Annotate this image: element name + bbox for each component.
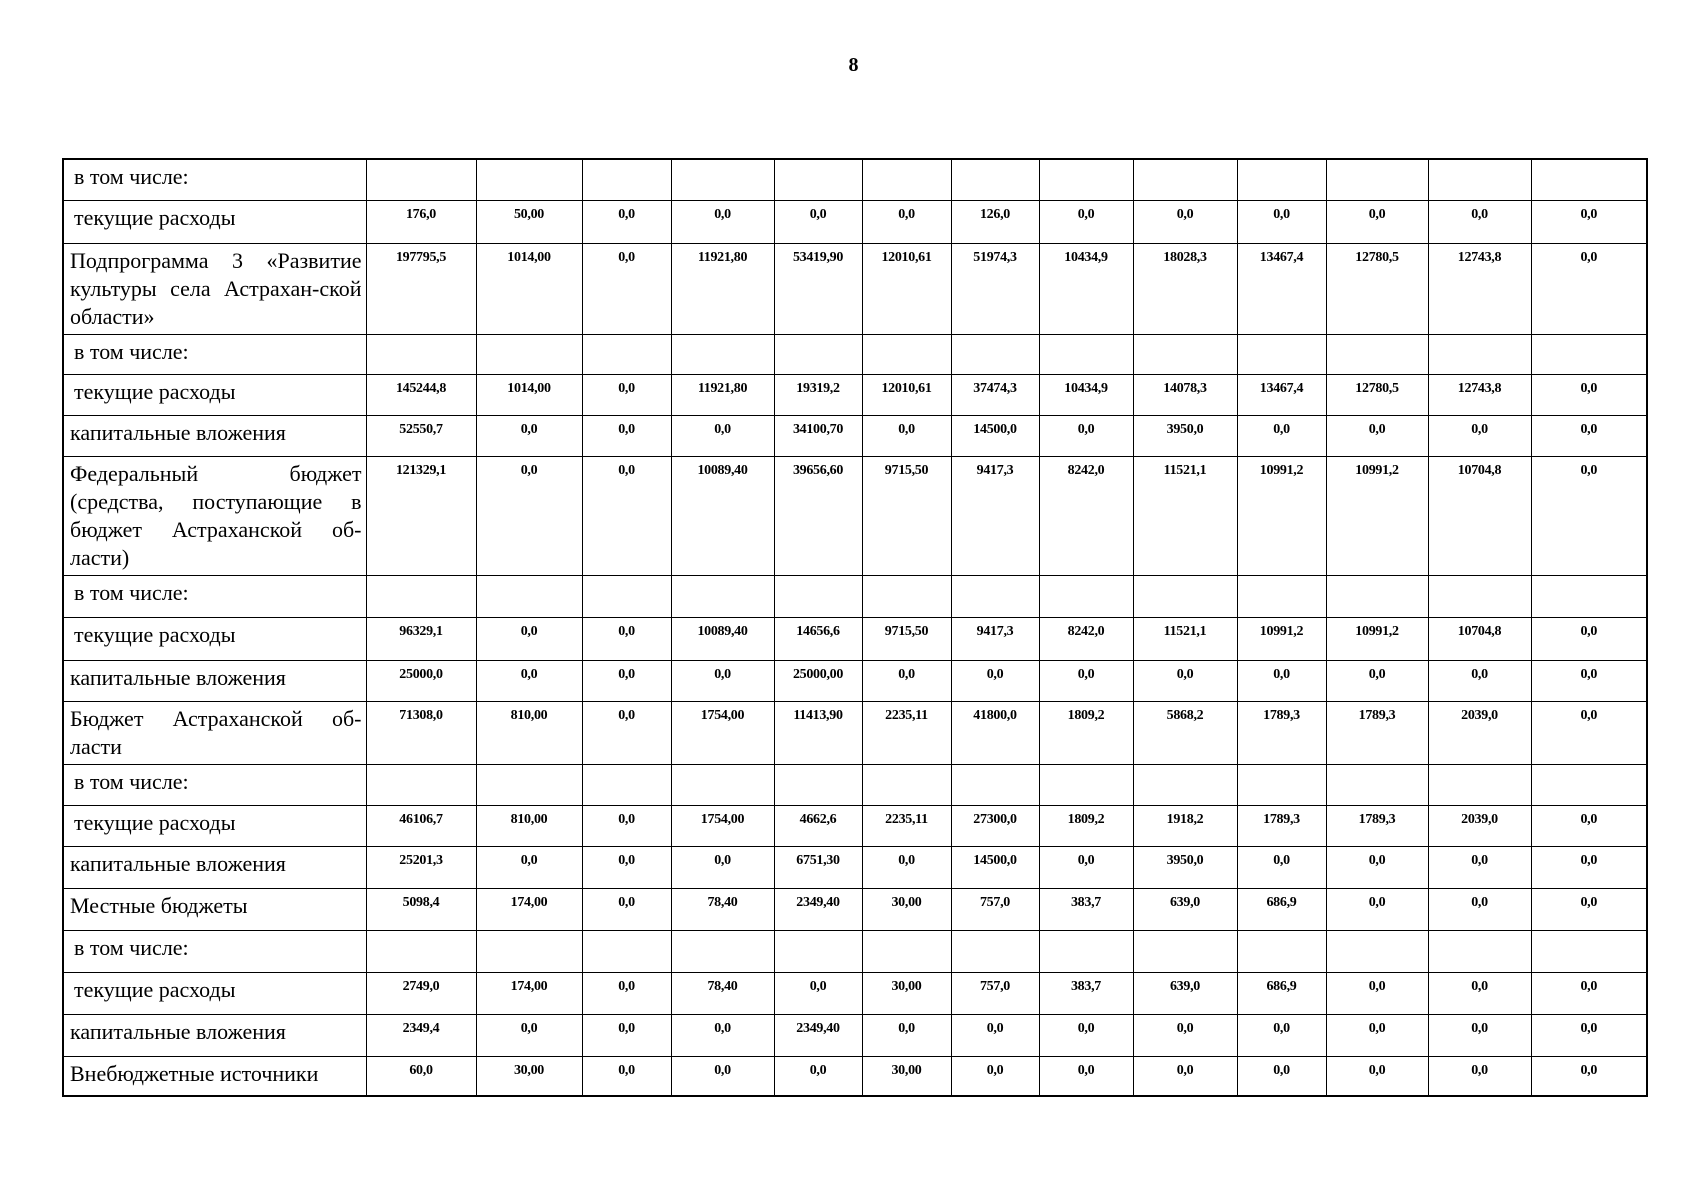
- table-row: [63, 617, 1647, 660]
- value-cell: 0,0: [582, 660, 671, 701]
- value-cell: [1237, 930, 1326, 972]
- value-cell: [1326, 159, 1428, 200]
- value-cell: 41800,0: [951, 701, 1039, 764]
- value-cell: 3950,0: [1133, 846, 1237, 888]
- value-cell: 0,0: [1326, 415, 1428, 456]
- value-cell: 9417,3: [951, 617, 1039, 660]
- row-label: текущие расходы: [63, 200, 366, 243]
- value-cell: 686,9: [1237, 972, 1326, 1014]
- value-cell: 0,0: [1039, 200, 1133, 243]
- value-cell: 0,0: [1133, 1014, 1237, 1056]
- value-cell: 50,00: [476, 200, 582, 243]
- value-cell: 10991,2: [1326, 456, 1428, 575]
- value-cell: 12743,8: [1428, 243, 1531, 334]
- value-cell: [951, 930, 1039, 972]
- value-cell: 383,7: [1039, 972, 1133, 1014]
- table-row: [63, 1014, 1647, 1056]
- value-cell: [1531, 930, 1647, 972]
- value-cell: [951, 764, 1039, 805]
- value-cell: 10434,9: [1039, 374, 1133, 415]
- value-cell: 0,0: [862, 846, 951, 888]
- value-cell: 1014,00: [476, 243, 582, 334]
- value-cell: 10434,9: [1039, 243, 1133, 334]
- value-cell: 30,00: [476, 1056, 582, 1096]
- value-cell: [582, 764, 671, 805]
- value-cell: 0,0: [671, 846, 774, 888]
- row-label: текущие расходы: [63, 972, 366, 1014]
- value-cell: [1237, 575, 1326, 617]
- value-cell: 10704,8: [1428, 456, 1531, 575]
- value-cell: [366, 764, 476, 805]
- value-cell: [366, 575, 476, 617]
- table-row: [63, 334, 1647, 374]
- value-cell: 0,0: [1531, 805, 1647, 846]
- value-cell: [366, 334, 476, 374]
- value-cell: 0,0: [1428, 1014, 1531, 1056]
- value-cell: 0,0: [1326, 972, 1428, 1014]
- value-cell: 14500,0: [951, 415, 1039, 456]
- value-cell: 5098,4: [366, 888, 476, 930]
- value-cell: 12010,61: [862, 374, 951, 415]
- row-label: в том числе:: [63, 764, 366, 805]
- value-cell: [951, 159, 1039, 200]
- value-cell: 52550,7: [366, 415, 476, 456]
- value-cell: [582, 159, 671, 200]
- value-cell: 2349,40: [774, 888, 862, 930]
- value-cell: [774, 159, 862, 200]
- value-cell: 0,0: [862, 1014, 951, 1056]
- value-cell: [862, 334, 951, 374]
- value-cell: 10704,8: [1428, 617, 1531, 660]
- value-cell: [951, 334, 1039, 374]
- row-label: Подпрограмма 3 «Развитие культуры села Астрахан-ской области»: [63, 243, 366, 334]
- value-cell: [476, 159, 582, 200]
- value-cell: 8242,0: [1039, 617, 1133, 660]
- table-row: [63, 846, 1647, 888]
- value-cell: [476, 930, 582, 972]
- value-cell: [366, 930, 476, 972]
- value-cell: 0,0: [1428, 1056, 1531, 1096]
- value-cell: 0,0: [774, 972, 862, 1014]
- row-label: капитальные вложения: [63, 846, 366, 888]
- value-cell: 0,0: [476, 456, 582, 575]
- value-cell: 0,0: [1531, 846, 1647, 888]
- value-cell: 0,0: [862, 660, 951, 701]
- value-cell: 0,0: [1237, 660, 1326, 701]
- value-cell: [582, 575, 671, 617]
- table-row: [63, 200, 1647, 243]
- value-cell: 0,0: [1237, 1056, 1326, 1096]
- value-cell: 174,00: [476, 888, 582, 930]
- table-row: [63, 888, 1647, 930]
- value-cell: [1237, 764, 1326, 805]
- value-cell: 686,9: [1237, 888, 1326, 930]
- value-cell: 0,0: [1531, 660, 1647, 701]
- value-cell: 0,0: [582, 701, 671, 764]
- value-cell: 10991,2: [1237, 617, 1326, 660]
- value-cell: 53419,90: [774, 243, 862, 334]
- value-cell: [1039, 575, 1133, 617]
- value-cell: 1918,2: [1133, 805, 1237, 846]
- value-cell: 1789,3: [1326, 805, 1428, 846]
- row-label: капитальные вложения: [63, 415, 366, 456]
- value-cell: 10089,40: [671, 617, 774, 660]
- value-cell: 0,0: [1531, 617, 1647, 660]
- value-cell: 78,40: [671, 888, 774, 930]
- value-cell: 0,0: [1326, 660, 1428, 701]
- value-cell: [1039, 764, 1133, 805]
- value-cell: 0,0: [582, 1056, 671, 1096]
- value-cell: 757,0: [951, 972, 1039, 1014]
- value-cell: 13467,4: [1237, 243, 1326, 334]
- value-cell: 39656,60: [774, 456, 862, 575]
- value-cell: 9715,50: [862, 617, 951, 660]
- value-cell: 0,0: [582, 243, 671, 334]
- value-cell: 0,0: [774, 200, 862, 243]
- value-cell: 11921,80: [671, 243, 774, 334]
- value-cell: 2039,0: [1428, 701, 1531, 764]
- value-cell: [582, 334, 671, 374]
- value-cell: [1428, 334, 1531, 374]
- value-cell: 0,0: [1531, 888, 1647, 930]
- value-cell: [476, 764, 582, 805]
- value-cell: [1237, 159, 1326, 200]
- value-cell: [1428, 930, 1531, 972]
- value-cell: 1789,3: [1326, 701, 1428, 764]
- value-cell: [774, 575, 862, 617]
- table-row: [63, 243, 1647, 334]
- value-cell: 34100,70: [774, 415, 862, 456]
- value-cell: 0,0: [476, 1014, 582, 1056]
- value-cell: [1133, 159, 1237, 200]
- value-cell: [1133, 764, 1237, 805]
- value-cell: 30,00: [862, 972, 951, 1014]
- value-cell: 176,0: [366, 200, 476, 243]
- value-cell: 0,0: [774, 1056, 862, 1096]
- value-cell: 0,0: [582, 200, 671, 243]
- value-cell: [671, 159, 774, 200]
- value-cell: 5868,2: [1133, 701, 1237, 764]
- value-cell: [862, 575, 951, 617]
- value-cell: 1014,00: [476, 374, 582, 415]
- value-cell: 14078,3: [1133, 374, 1237, 415]
- value-cell: 0,0: [1039, 846, 1133, 888]
- value-cell: 174,00: [476, 972, 582, 1014]
- value-cell: 12780,5: [1326, 374, 1428, 415]
- value-cell: 0,0: [1531, 243, 1647, 334]
- table-row: [63, 930, 1647, 972]
- value-cell: 78,40: [671, 972, 774, 1014]
- value-cell: [1133, 930, 1237, 972]
- value-cell: 12780,5: [1326, 243, 1428, 334]
- value-cell: 0,0: [1428, 415, 1531, 456]
- value-cell: 0,0: [671, 660, 774, 701]
- value-cell: [671, 930, 774, 972]
- value-cell: [774, 764, 862, 805]
- value-cell: 2349,40: [774, 1014, 862, 1056]
- value-cell: 2749,0: [366, 972, 476, 1014]
- value-cell: 0,0: [1428, 888, 1531, 930]
- row-label: капитальные вложения: [63, 1014, 366, 1056]
- row-label: в том числе:: [63, 334, 366, 374]
- value-cell: 145244,8: [366, 374, 476, 415]
- value-cell: [582, 930, 671, 972]
- value-cell: [774, 930, 862, 972]
- row-label: Федеральный бюджет (средства, поступающие в бюджет Астраханской об-ласти): [63, 456, 366, 575]
- value-cell: [476, 575, 582, 617]
- value-cell: [1326, 930, 1428, 972]
- row-label: текущие расходы: [63, 805, 366, 846]
- value-cell: [774, 334, 862, 374]
- value-cell: 10991,2: [1237, 456, 1326, 575]
- row-label: Внебюджетные источники: [63, 1056, 366, 1096]
- value-cell: [1133, 334, 1237, 374]
- value-cell: 1754,00: [671, 701, 774, 764]
- value-cell: 0,0: [582, 456, 671, 575]
- value-cell: 25000,00: [774, 660, 862, 701]
- value-cell: [1326, 575, 1428, 617]
- value-cell: 0,0: [1237, 415, 1326, 456]
- value-cell: 25000,0: [366, 660, 476, 701]
- value-cell: 0,0: [582, 415, 671, 456]
- value-cell: 12010,61: [862, 243, 951, 334]
- value-cell: 0,0: [1039, 415, 1133, 456]
- table-row: [63, 660, 1647, 701]
- value-cell: 18028,3: [1133, 243, 1237, 334]
- value-cell: [1039, 334, 1133, 374]
- value-cell: 0,0: [951, 1056, 1039, 1096]
- value-cell: 51974,3: [951, 243, 1039, 334]
- value-cell: 0,0: [951, 1014, 1039, 1056]
- value-cell: 25201,3: [366, 846, 476, 888]
- value-cell: 0,0: [476, 415, 582, 456]
- page-number: 8: [848, 54, 859, 76]
- value-cell: 0,0: [671, 1056, 774, 1096]
- value-cell: 8242,0: [1039, 456, 1133, 575]
- value-cell: 0,0: [1531, 456, 1647, 575]
- value-cell: [1428, 159, 1531, 200]
- value-cell: [1039, 159, 1133, 200]
- value-cell: 3950,0: [1133, 415, 1237, 456]
- value-cell: 383,7: [1039, 888, 1133, 930]
- value-cell: 0,0: [862, 415, 951, 456]
- value-cell: [862, 764, 951, 805]
- value-cell: 13467,4: [1237, 374, 1326, 415]
- value-cell: 11413,90: [774, 701, 862, 764]
- value-cell: 639,0: [1133, 972, 1237, 1014]
- row-label: текущие расходы: [63, 617, 366, 660]
- value-cell: 0,0: [1133, 1056, 1237, 1096]
- value-cell: 0,0: [582, 888, 671, 930]
- value-cell: 0,0: [1133, 200, 1237, 243]
- table-row: [63, 972, 1647, 1014]
- row-label: Бюджет Астраханской об-ласти: [63, 701, 366, 764]
- value-cell: 12743,8: [1428, 374, 1531, 415]
- value-cell: 14500,0: [951, 846, 1039, 888]
- value-cell: 0,0: [476, 617, 582, 660]
- value-cell: 0,0: [1531, 701, 1647, 764]
- value-cell: [1531, 575, 1647, 617]
- value-cell: [1428, 764, 1531, 805]
- value-cell: 0,0: [1237, 846, 1326, 888]
- value-cell: 0,0: [582, 617, 671, 660]
- value-cell: 0,0: [1237, 1014, 1326, 1056]
- row-label: в том числе:: [63, 159, 366, 200]
- value-cell: 14656,6: [774, 617, 862, 660]
- value-cell: 2039,0: [1428, 805, 1531, 846]
- table-row: [63, 374, 1647, 415]
- value-cell: 2235,11: [862, 701, 951, 764]
- value-cell: 0,0: [1326, 1014, 1428, 1056]
- budget-table: [62, 158, 1648, 1097]
- budget-table-body: [63, 159, 1647, 1096]
- value-cell: 0,0: [951, 660, 1039, 701]
- value-cell: 71308,0: [366, 701, 476, 764]
- table-row: [63, 1056, 1647, 1096]
- value-cell: 9715,50: [862, 456, 951, 575]
- value-cell: 4662,6: [774, 805, 862, 846]
- row-label: Местные бюджеты: [63, 888, 366, 930]
- value-cell: [476, 334, 582, 374]
- value-cell: 0,0: [1237, 200, 1326, 243]
- value-cell: 0,0: [1428, 200, 1531, 243]
- row-label: текущие расходы: [63, 374, 366, 415]
- value-cell: 1789,3: [1237, 805, 1326, 846]
- value-cell: 0,0: [476, 846, 582, 888]
- value-cell: 0,0: [862, 200, 951, 243]
- value-cell: 30,00: [862, 888, 951, 930]
- value-cell: 0,0: [1326, 200, 1428, 243]
- value-cell: [862, 159, 951, 200]
- value-cell: 757,0: [951, 888, 1039, 930]
- value-cell: 0,0: [1326, 1056, 1428, 1096]
- value-cell: [1326, 764, 1428, 805]
- value-cell: 11521,1: [1133, 456, 1237, 575]
- row-label: в том числе:: [63, 930, 366, 972]
- value-cell: [1039, 930, 1133, 972]
- value-cell: 810,00: [476, 805, 582, 846]
- value-cell: 810,00: [476, 701, 582, 764]
- table-row: [63, 805, 1647, 846]
- value-cell: [1133, 575, 1237, 617]
- value-cell: 0,0: [671, 1014, 774, 1056]
- value-cell: 9417,3: [951, 456, 1039, 575]
- value-cell: [1531, 764, 1647, 805]
- value-cell: 0,0: [1531, 1014, 1647, 1056]
- value-cell: 46106,7: [366, 805, 476, 846]
- value-cell: 0,0: [1039, 660, 1133, 701]
- table-row: [63, 701, 1647, 764]
- value-cell: 1809,2: [1039, 805, 1133, 846]
- table-row: [63, 415, 1647, 456]
- value-cell: 0,0: [1326, 846, 1428, 888]
- value-cell: [951, 575, 1039, 617]
- value-cell: 639,0: [1133, 888, 1237, 930]
- value-cell: 126,0: [951, 200, 1039, 243]
- value-cell: 0,0: [671, 200, 774, 243]
- value-cell: 0,0: [1531, 200, 1647, 243]
- value-cell: 2235,11: [862, 805, 951, 846]
- value-cell: 60,0: [366, 1056, 476, 1096]
- value-cell: 10089,40: [671, 456, 774, 575]
- value-cell: 1754,00: [671, 805, 774, 846]
- value-cell: 0,0: [1039, 1056, 1133, 1096]
- value-cell: [671, 334, 774, 374]
- value-cell: 197795,5: [366, 243, 476, 334]
- value-cell: 0,0: [582, 805, 671, 846]
- value-cell: 0,0: [582, 1014, 671, 1056]
- value-cell: [1237, 334, 1326, 374]
- value-cell: [671, 575, 774, 617]
- value-cell: 121329,1: [366, 456, 476, 575]
- value-cell: 30,00: [862, 1056, 951, 1096]
- value-cell: 0,0: [582, 846, 671, 888]
- value-cell: 0,0: [1428, 660, 1531, 701]
- value-cell: [1326, 334, 1428, 374]
- value-cell: 0,0: [582, 374, 671, 415]
- row-label: капитальные вложения: [63, 660, 366, 701]
- value-cell: 0,0: [582, 972, 671, 1014]
- table-row: [63, 159, 1647, 200]
- value-cell: 0,0: [1531, 374, 1647, 415]
- value-cell: 1789,3: [1237, 701, 1326, 764]
- value-cell: 0,0: [476, 660, 582, 701]
- value-cell: 0,0: [1531, 415, 1647, 456]
- value-cell: 19319,2: [774, 374, 862, 415]
- value-cell: 1809,2: [1039, 701, 1133, 764]
- value-cell: 0,0: [671, 415, 774, 456]
- value-cell: 2349,4: [366, 1014, 476, 1056]
- value-cell: [862, 930, 951, 972]
- value-cell: 0,0: [1428, 972, 1531, 1014]
- value-cell: 0,0: [1133, 660, 1237, 701]
- value-cell: [1531, 159, 1647, 200]
- value-cell: [1428, 575, 1531, 617]
- value-cell: 10991,2: [1326, 617, 1428, 660]
- value-cell: [1531, 334, 1647, 374]
- value-cell: 37474,3: [951, 374, 1039, 415]
- table-row: [63, 575, 1647, 617]
- value-cell: 27300,0: [951, 805, 1039, 846]
- value-cell: 11921,80: [671, 374, 774, 415]
- value-cell: 11521,1: [1133, 617, 1237, 660]
- value-cell: 6751,30: [774, 846, 862, 888]
- table-row: [63, 764, 1647, 805]
- value-cell: [671, 764, 774, 805]
- value-cell: 0,0: [1326, 888, 1428, 930]
- value-cell: 0,0: [1428, 846, 1531, 888]
- value-cell: 0,0: [1531, 1056, 1647, 1096]
- value-cell: 0,0: [1531, 972, 1647, 1014]
- value-cell: 0,0: [1039, 1014, 1133, 1056]
- value-cell: [366, 159, 476, 200]
- value-cell: 96329,1: [366, 617, 476, 660]
- table-row: [63, 456, 1647, 575]
- row-label: в том числе:: [63, 575, 366, 617]
